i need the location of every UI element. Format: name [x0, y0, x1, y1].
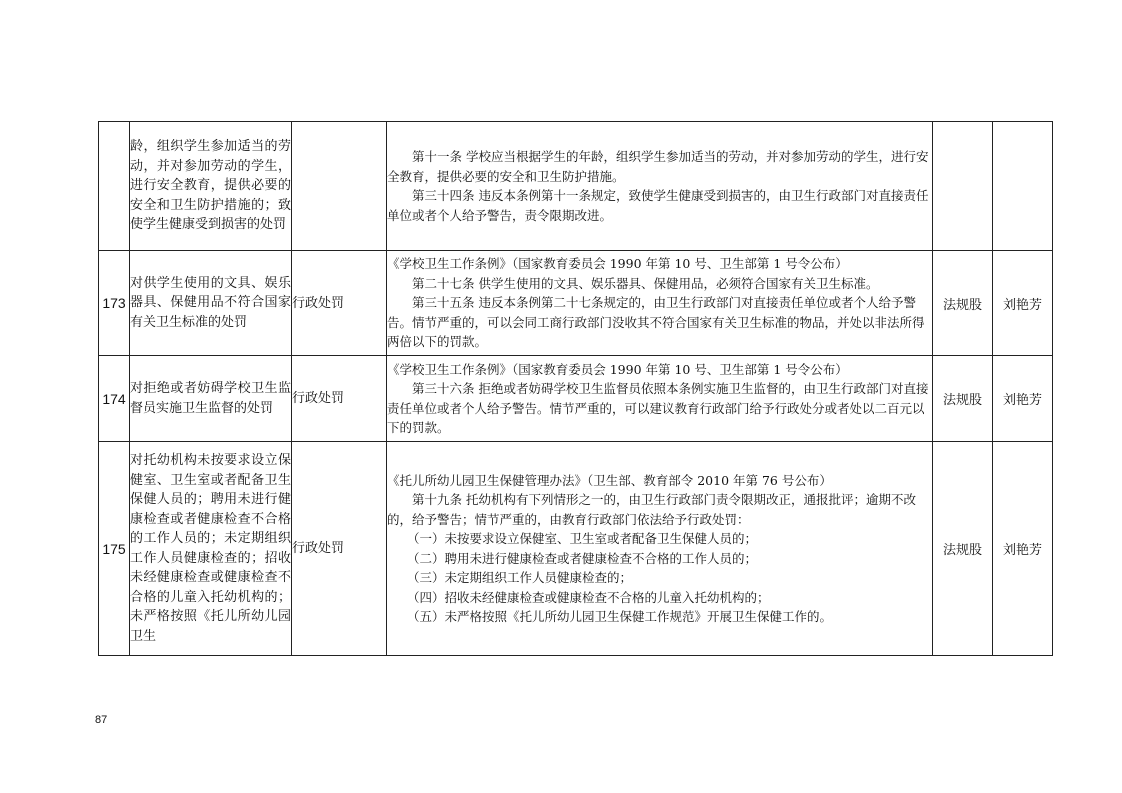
basis-list-item: （二）聘用未进行健康检查或者健康检查不合格的工作人员的； [407, 550, 758, 566]
row-number [99, 122, 130, 251]
table-row [99, 122, 1053, 251]
legal-basis [387, 251, 933, 356]
basis-source: 《学校卫生工作条例》（国家教育委员会 1990 年第 10 号、卫生部第 1 号令公布） [387, 361, 848, 377]
basis-list-item: （四）招收未经健康检查或健康检查不合格的儿童入托幼机构的； [407, 589, 770, 605]
power-category: 行政处罚 [292, 442, 387, 656]
responsible-department: 法规股 [933, 356, 993, 442]
page-number: 87 [95, 714, 108, 726]
basis-article: 第十一条 学校应当根据学生的年龄，组织学生参加适当的劳动，并对参加劳动的学生，进行安全教育，提供必要的安全和卫生防护措施。 [387, 149, 929, 184]
table-row [99, 442, 1053, 656]
basis-source: 《学校卫生工作条例》（国家教育委员会 1990 年第 10 号、卫生部第 1 号令公布） [387, 256, 848, 272]
basis-source: 《托儿所幼儿园卫生保健管理办法》（卫生部、教育部令 2010 年第 76 号公布） [387, 472, 832, 488]
basis-article: 第二十七条 供学生使用的文具、娱乐器具、保健用品，必须符合国家有关卫生标准。 [412, 275, 879, 291]
violation-item: 对托幼机构未按要求设立保健室、卫生室或者配备卫生保健人员的；聘用未进行健康检查或者健康检查不合格的工作人员的；未定期组织工作人员健康检查的；招收未经健康检查或健康检查不合格的儿童入托幼机构的；未严格按照《托儿所幼儿园卫生 [130, 442, 292, 656]
basis-article: 第三十四条 违反本条例第十一条规定，致使学生健康受到损害的，由卫生行政部门对直接责任单位或者个人给予警告，责令限期改进。 [387, 188, 929, 223]
basis-article: 第三十六条 拒绝或者妨碍学校卫生监督员依照本条例实施卫生监督的，由卫生行政部门对直接责任单位或者个人给予警告。情节严重的，可以建议教育行政部门给予行政处分或者处以二百元以下的罚款。 [387, 381, 929, 435]
basis-list-item: （五）未严格按照《托儿所幼儿园卫生保健工作规范》开展卫生保健工作的。 [407, 609, 833, 624]
row-number: 174 [99, 356, 130, 442]
responsible-person: 刘艳芳 [993, 251, 1053, 356]
regulation-table [98, 121, 1053, 656]
table-row [99, 356, 1053, 442]
power-category: 行政处罚 [292, 356, 387, 442]
responsible-department: 法规股 [933, 251, 993, 356]
legal-basis [387, 442, 933, 656]
basis-list-item: （三）未定期组织工作人员健康检查的； [407, 570, 633, 585]
legal-basis [387, 356, 933, 442]
responsible-department: 法规股 [933, 442, 993, 656]
violation-item: 对供学生使用的文具、娱乐器具、保健用品不符合国家有关卫生标准的处罚 [130, 251, 292, 356]
violation-item: 龄，组织学生参加适当的劳动，并对参加劳动的学生，进行安全教育，提供必要的安全和卫生防护措施的；致使学生健康受到损害的处罚 [130, 122, 292, 251]
responsible-person: 刘艳芳 [993, 442, 1053, 656]
basis-list-item: （一）未按要求设立保健室、卫生室或者配备卫生保健人员的； [407, 531, 758, 546]
power-category: 行政处罚 [292, 251, 387, 356]
responsible-person: 刘艳芳 [993, 356, 1053, 442]
responsible-department [933, 122, 993, 251]
row-number: 173 [99, 251, 130, 356]
table-row [99, 251, 1053, 356]
basis-article: 第三十五条 违反本条例第二十七条规定的，由卫生行政部门对直接责任单位或者个人给予警告。情节严重的，可以会同工商行政部门没收其不符合国家有关卫生标准的物品，并处以非法所得两倍以下的罚款。 [387, 295, 925, 350]
legal-basis [387, 122, 933, 251]
basis-article: 第十九条 托幼机构有下列情形之一的，由卫生行政部门责令限期改正，通报批评；逾期不改的，给予警告；情节严重的，由教育行政部门依法给予行政处罚： [387, 492, 916, 527]
responsible-person [993, 122, 1053, 251]
power-category [292, 122, 387, 251]
row-number: 175 [99, 442, 130, 656]
violation-item: 对拒绝或者妨碍学校卫生监督员实施卫生监督的处罚 [130, 356, 292, 442]
